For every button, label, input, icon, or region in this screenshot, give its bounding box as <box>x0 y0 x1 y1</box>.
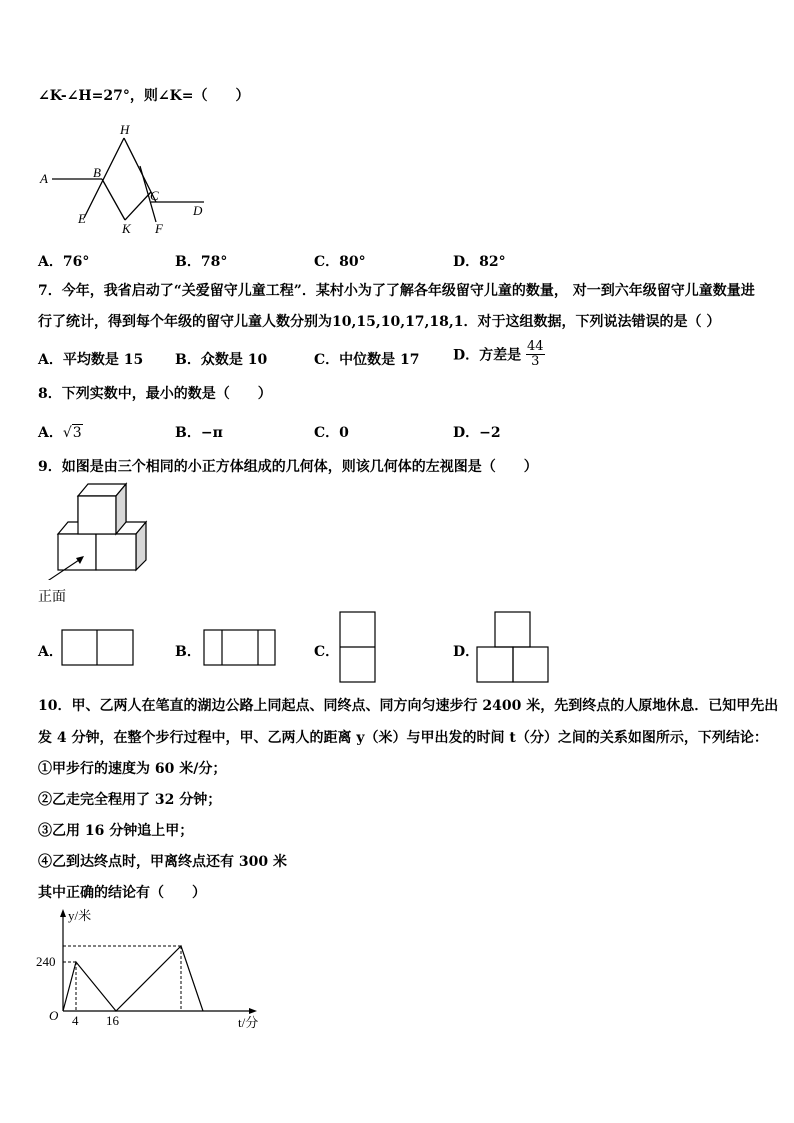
q8-option-a-label: A． <box>38 425 63 441</box>
q10-conclusion-2: ②乙走完全程用了 32 分钟； <box>38 792 222 808</box>
q9-option-c-letter[interactable]: C． <box>314 644 340 660</box>
q7-option-c[interactable]: C．中位数是 17 <box>314 352 420 368</box>
q6-option-b[interactable]: B．78° <box>175 254 228 270</box>
q7-option-a[interactable]: A．平均数是 15 <box>38 352 144 368</box>
q10-stem-line2: 发 4 分钟，在整个步行过程中，甲、乙两人的距离 y（米）与甲出发的时间 t（分）之间的关系如图所示，下列结论： <box>38 730 768 746</box>
label-H: H <box>120 122 130 137</box>
fraction-numerator: 44 <box>527 339 544 354</box>
label-A: A <box>40 171 48 186</box>
label-E: E <box>78 211 86 226</box>
q8-option-c[interactable]: C．0 <box>314 425 349 441</box>
q9-option-a-letter[interactable]: A． <box>38 644 63 660</box>
q10-conclusion-4: ④乙到达终点时，甲离终点还有 300 米 <box>38 854 287 870</box>
q9-option-a-figure[interactable] <box>61 628 135 668</box>
q9-option-b-figure[interactable] <box>203 628 277 668</box>
q7-stem-line1: 7．今年，我省启动了“关爱留守儿童工程”．某村小为了了解各年级留守儿童的数量， 对一到六年级留守儿童数量进 <box>38 283 755 299</box>
origin-label: O <box>49 1008 59 1023</box>
distance-polyline <box>63 946 203 1011</box>
label-B: B <box>93 165 101 180</box>
q7-option-b[interactable]: B．众数是 10 <box>175 352 268 368</box>
q7-fraction <box>526 340 545 369</box>
label-C: C <box>150 188 159 203</box>
q10-distance-time-graph <box>30 906 270 1031</box>
q6-option-c[interactable]: C．80° <box>314 254 366 270</box>
label-F: F <box>155 221 163 236</box>
q6-geometry-figure <box>36 120 226 245</box>
sqrt-radicand: 3 <box>72 425 82 441</box>
x-tick-16: 16 <box>106 1013 119 1028</box>
x-axis-label: t/分 <box>238 1015 259 1030</box>
q7-option-d[interactable] <box>453 340 545 369</box>
y-tick-240: 240 <box>36 954 56 969</box>
label-D: D <box>193 203 203 218</box>
bottom-left-front-face <box>58 534 96 570</box>
label-K: K <box>122 221 131 236</box>
q9-cube-figure <box>36 480 156 580</box>
q7-option-d-label: D．方差是 <box>453 347 522 364</box>
line-BK <box>102 179 125 220</box>
x-axis-arrow-icon <box>249 1008 257 1014</box>
x-tick-4: 4 <box>72 1013 79 1028</box>
q6-option-a[interactable]: A．76° <box>38 254 90 270</box>
q10-ask: 其中正确的结论有（ ） <box>38 885 206 901</box>
q8-option-a[interactable] <box>38 422 83 442</box>
q10-conclusion-1: ①甲步行的速度为 60 米/分； <box>38 761 227 777</box>
q10-conclusion-3: ③乙用 16 分钟追上甲； <box>38 823 194 839</box>
y-axis-arrow-icon <box>60 909 66 917</box>
q9-option-c-figure[interactable] <box>338 610 378 684</box>
sqrt-symbol-icon: √ <box>62 425 72 441</box>
line-EH <box>84 138 124 218</box>
q6-option-d[interactable]: D．82° <box>453 254 506 270</box>
q9-front-label: 正面 <box>38 589 66 605</box>
q6-stem-tail: ∠K-∠H=27°，则∠K=（ ） <box>38 88 250 104</box>
y-axis-label: y/米 <box>68 908 92 923</box>
q10-stem-line1: 10．甲、乙两人在笔直的湖边公路上同起点、同终点、同方向匀速步行 2400 米，先到终点的人原地休息．已知甲先出 <box>38 698 779 714</box>
bottom-right-front-face <box>96 534 136 570</box>
fraction-denominator: 3 <box>531 354 540 369</box>
q8-option-b[interactable]: B．−π <box>175 425 223 441</box>
q7-stem-line2: 行了统计，得到每个年级的留守儿童人数分别为10,15,10,17,18,1．对于这组数据，下列说法错误的是（ ） <box>38 314 721 330</box>
line-KC <box>125 192 151 220</box>
q8-option-d[interactable]: D．−2 <box>453 425 501 441</box>
q9-stem: 9．如图是由三个相同的小正方体组成的几何体，则该几何体的左视图是（ ） <box>38 459 538 475</box>
q9-option-b-letter[interactable]: B． <box>175 644 201 660</box>
q9-option-d-figure[interactable] <box>476 610 550 684</box>
q9-option-d-letter[interactable]: D． <box>453 644 480 660</box>
q8-stem: 8．下列实数中，最小的数是（ ） <box>38 386 272 402</box>
